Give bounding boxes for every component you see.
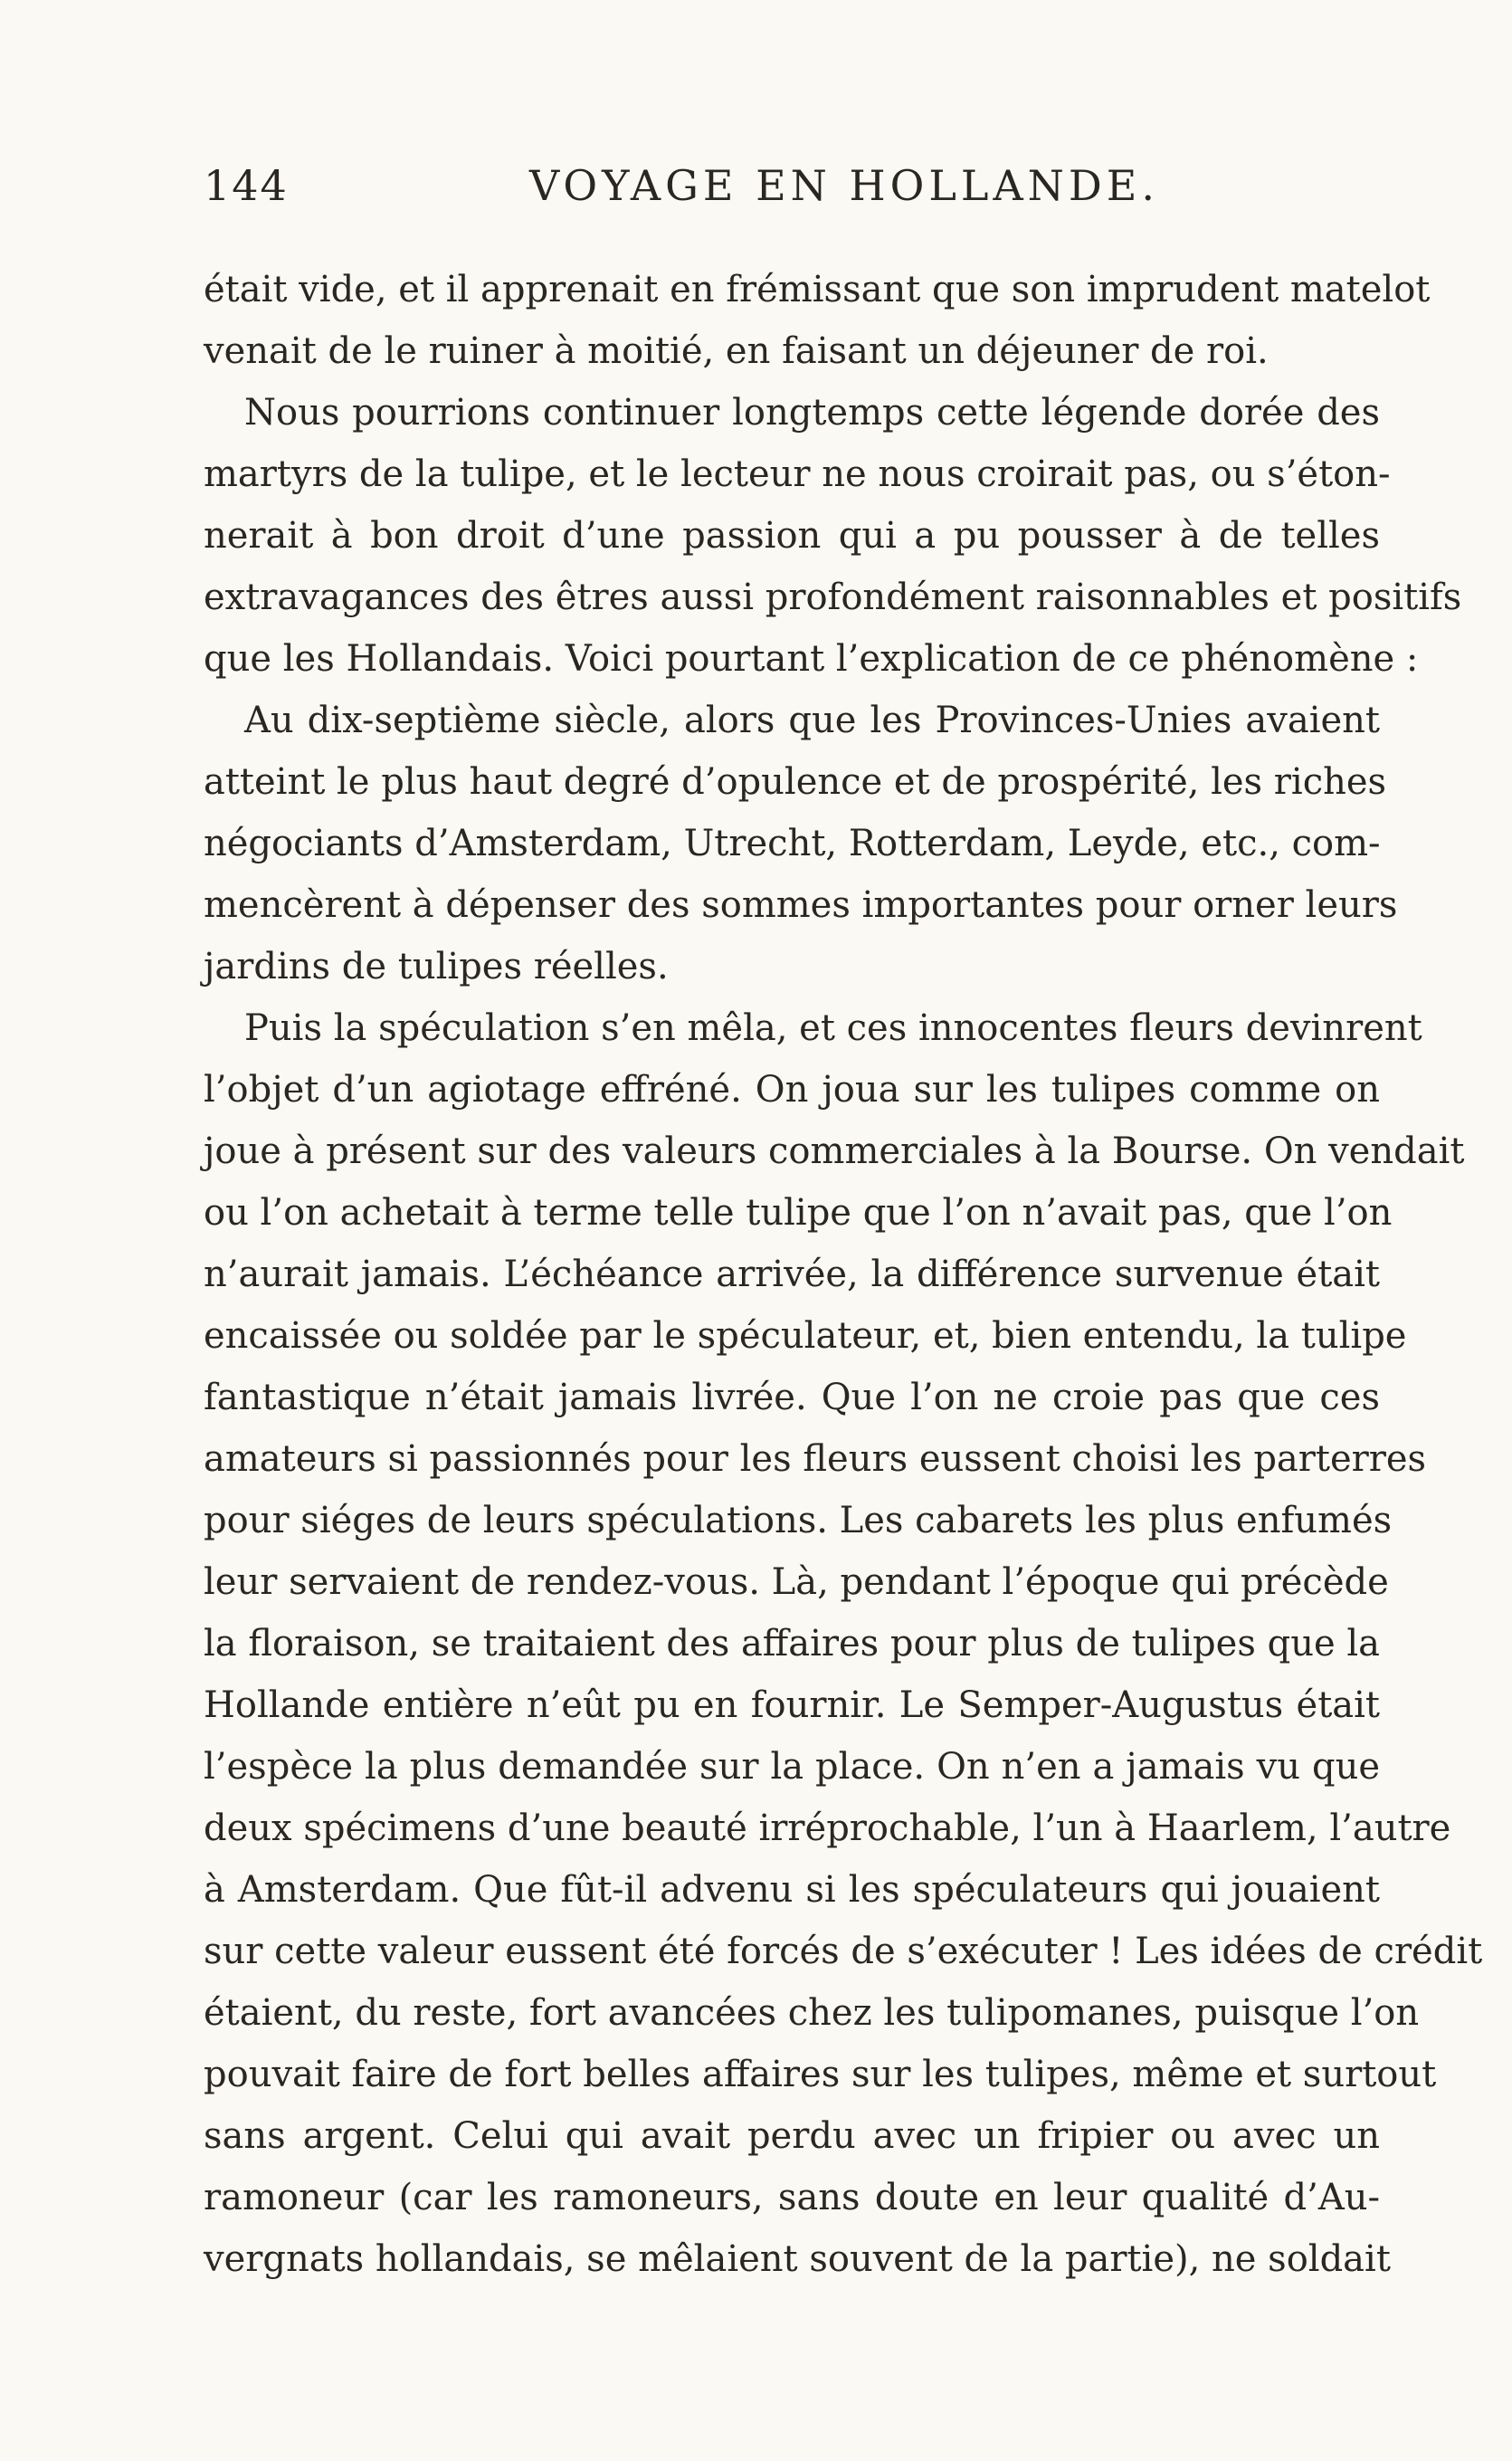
- text-line: ou l’on achetait à terme telle tulipe que l’on n’avait pas, que l’on: [204, 1192, 1393, 1234]
- text-line: pouvait faire de fort belles affaires sur les tulipes, même et surtout: [204, 2054, 1437, 2095]
- text-line: Hollande entière n’eût pu en fournir. Le Semper-Augustus était: [204, 1684, 1380, 1726]
- text-line: était vide, et il apprenait en frémissant que son imprudent matelot: [204, 269, 1431, 310]
- text-line: martyrs de la tulipe, et le lecteur ne nous croirait pas, ou s’éton-: [204, 453, 1391, 495]
- text-line: à Amsterdam. Que fût-il advenu si les spéculateurs qui jouaient: [204, 1869, 1380, 1911]
- text-line: extravagances des êtres aussi profondément raisonnables et positifs: [204, 577, 1462, 618]
- text-line: que les Hollandais. Voici pourtant l’explication de ce phénomène :: [204, 638, 1419, 680]
- text-line: jardins de tulipes réelles.: [204, 946, 669, 987]
- text-line: n’aurait jamais. L’échéance arrivée, la différence survenue était: [204, 1254, 1380, 1295]
- text-line: Au dix-septième siècle, alors que les Provinces-Unies avaient: [244, 700, 1380, 741]
- text-line: pour siéges de leurs spéculations. Les cabarets les plus enfumés: [204, 1500, 1393, 1541]
- text-line: atteint le plus haut degré d’opulence et de prospérité, les riches: [204, 761, 1387, 803]
- text-line: négociants d’Amsterdam, Utrecht, Rotterdam, Leyde, etc., com-: [204, 823, 1381, 864]
- page-header: [204, 161, 1380, 215]
- text-line: sans argent. Celui qui avait perdu avec un fripier ou avec un: [204, 2115, 1380, 2157]
- text-line: deux spécimens d’une beauté irréprochable, l’un à Haarlem, l’autre: [204, 1808, 1451, 1849]
- text-line: nerait à bon droit d’une passion qui a pu pousser à de telles: [204, 515, 1380, 557]
- text-line: étaient, du reste, fort avancées chez les tulipomanes, puisque l’on: [204, 1992, 1420, 2034]
- text-line: encaissée ou soldée par le spéculateur, et, bien entendu, la tulipe: [204, 1315, 1407, 1357]
- text-line: sur cette valeur eussent été forcés de s’exécuter ! Les idées de crédit: [204, 1931, 1483, 1972]
- text-line: fantastique n’était jamais livrée. Que l’on ne croie pas que ces: [204, 1377, 1380, 1418]
- text-line: l’objet d’un agiotage effréné. On joua sur les tulipes comme on: [204, 1069, 1380, 1111]
- body-text: [204, 259, 1483, 2290]
- running-title: VOYAGE EN HOLLANDE.: [529, 161, 1160, 210]
- text-line: Puis la spéculation s’en mêla, et ces innocentes fleurs devinrent: [244, 1007, 1422, 1049]
- page-number: 144: [204, 161, 289, 210]
- text-line: ramoneur (car les ramoneurs, sans doute en leur qualité d’Au-: [204, 2177, 1380, 2218]
- text-line: la floraison, se traitaient des affaires pour plus de tulipes que la: [204, 1623, 1380, 1665]
- text-line: leur servaient de rendez-vous. Là, pendant l’époque qui précède: [204, 1561, 1389, 1603]
- text-line: Nous pourrions continuer longtemps cette légende dorée des: [244, 392, 1380, 434]
- text-line: mencèrent à dépenser des sommes importantes pour orner leurs: [204, 884, 1398, 926]
- text-line: l’espèce la plus demandée sur la place. On n’en a jamais vu que: [204, 1746, 1380, 1788]
- text-line: joue à présent sur des valeurs commerciales à la Bourse. On vendait: [204, 1130, 1465, 1172]
- text-line: venait de le ruiner à moitié, en faisant un déjeuner de roi.: [204, 330, 1269, 372]
- text-line: vergnats hollandais, se mêlaient souvent de la partie), ne soldait: [204, 2238, 1391, 2280]
- text-line: amateurs si passionnés pour les fleurs eussent choisi les parterres: [204, 1438, 1427, 1480]
